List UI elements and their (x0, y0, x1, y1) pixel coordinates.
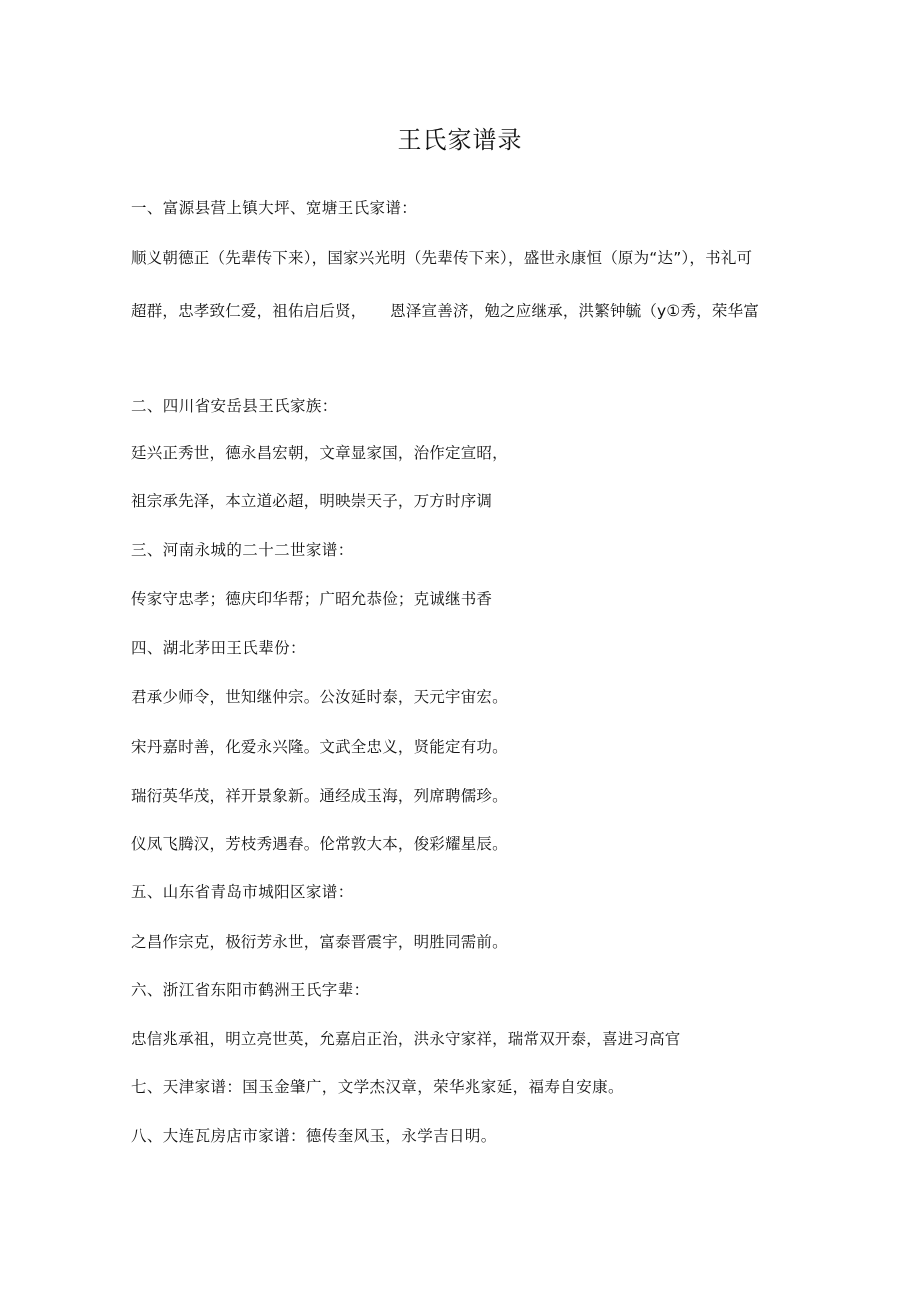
section-heading: 七、天津家谱：国玉金肇广，文学杰汉章，荣华兆家延，福寿自安康。 (131, 1078, 624, 1096)
section-heading: 三、河南永城的二十二世家谱： (131, 541, 354, 559)
section-text-line: 顺义朝德正（先辈传下来），国家兴光明（先辈传下来），盛世永康恒（原为“达”），书礼可 (131, 249, 753, 267)
page-title: 王氏家谱录 (397, 126, 523, 154)
section-text-line: 瑞衍英华茂，祥开景象新。通经成玉海，列席聘儒珍。 (131, 787, 508, 805)
section-heading: 二、四川省安岳县王氏家族： (131, 397, 338, 415)
section-text-line: 仪凤飞腾汉，芳枝秀遇春。伦常敦大本，俊彩耀星辰。 (131, 835, 508, 853)
section-text-line: 传家守忠孝；德庆印华帮；广昭允恭俭；克诚继书香 (131, 590, 493, 608)
section-text-line: 祖宗承先泽，本立道必超，明映崇天子，万方时序调 (131, 492, 493, 510)
section-heading: 八、大连瓦房店市家谱：德传奎风玉，永学吉日明。 (131, 1127, 497, 1145)
section-text-line: 宋丹嘉时善，化爱永兴隆。文武全忠义，贤能定有功。 (131, 738, 508, 756)
section-text-line: 超群，忠孝致仁爱，祖佑启后贤， 恩泽宣善济，勉之应继承，洪繁钟毓（y①秀，荣华富 (131, 302, 760, 320)
section-text-line: 廷兴正秀世，德永昌宏朝，文章显家国，治作定宣昭， (131, 444, 508, 462)
section-heading: 一、富源县营上镇大坪、宽塘王氏家谱： (131, 199, 418, 217)
section-text-line: 之昌作宗克，极衍芳永世，富泰晋震宇，明胜同需前。 (131, 933, 508, 951)
section-text-line: 君承少师令，世知继仲宗。公汝延时泰，天元宇宙宏。 (131, 688, 508, 706)
section-heading: 六、浙江省东阳市鹤洲王氏字辈： (131, 981, 370, 999)
section-heading: 五、山东省青岛市城阳区家谱： (131, 883, 354, 901)
section-text-line: 忠信兆承祖，明立亮世英，允嘉启正治，洪永守家祥，瑞常双开泰，喜进习高官 (131, 1030, 681, 1048)
section-heading: 四、湖北茅田王氏辈份： (131, 639, 306, 657)
